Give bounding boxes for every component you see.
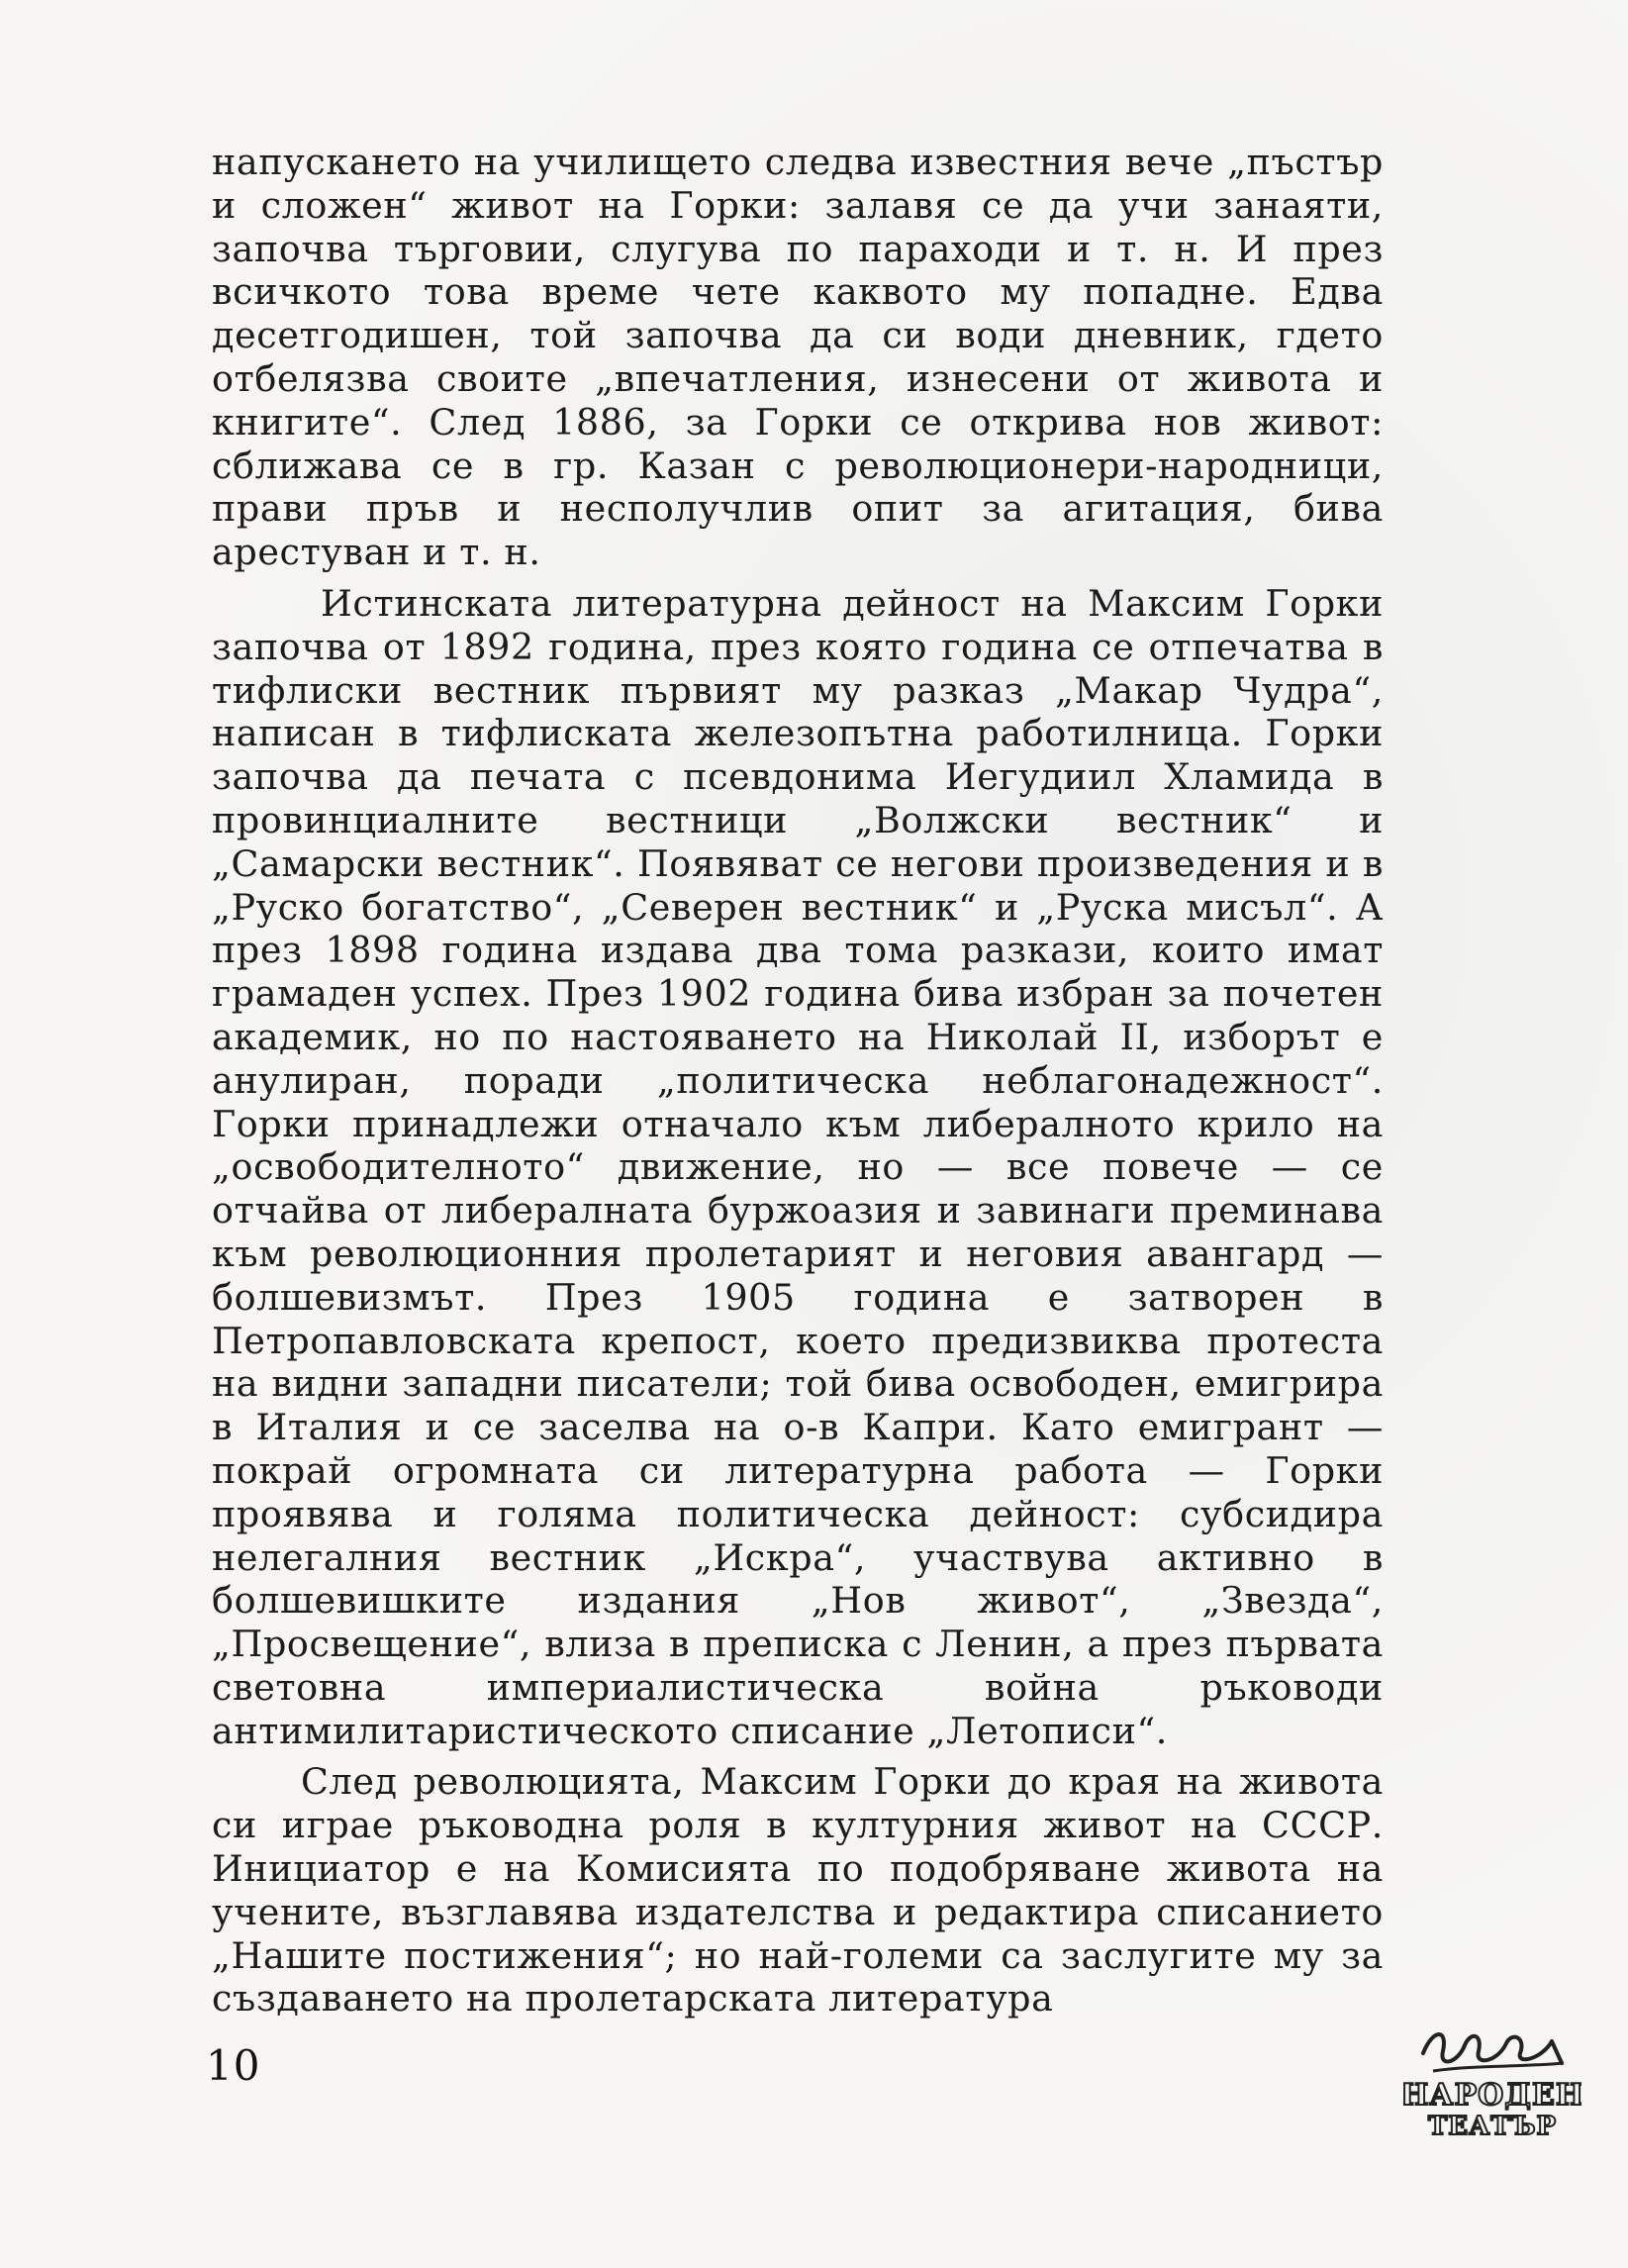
paragraph-2: Истинската литературна дейност на Максим Горки започва от 1892 година, през която година се отпечатва в тифлиски вестник първият му разказ „Макар Чудра“, написан в тифлиската железопътна работилница. Горки започва да печата с псевдонима Иегудиил Хламида в провинциалните вестници „Волжски вестник“ и „Самарски вестник“. Появяват се негови произведения и в „Руско богатство“, „Северен вестник“ и „Руска мисъл“. А през 1898 година издава два тома разкази, които имат грамаден успех. През 1902 година бива избран за почетен академик, но по настояването на Николай II, изборът е анулиран, поради „политическа неблагонадежност“. Горки принадлежи отначало към либералното крило на „освободителното“ движение, но — все повече — се отчайва от либералната буржоазия и завинаги преминава към революционния пролетарият и неговия авангард — болшевизмът. През 1905 година е затворен в Петропавловската крепост, което предизвиква протеста на видни западни писатели; той бива освободен, емигрира в Италия и се заселва на о-в Капри. Като емигрант — покрай огромната си литературна работа — Горки проявява и голяма политическа дейност: субсидира нелегалния вестник „Искра“, участвува активно в болшевишките издания „Нов живот“, „Звезда“, „Просвещение“, влиза в преписка с Ленин, а през първата световна империалистическа война ръководи антимилитаристическото списание „Летописи“. [212, 581, 1384, 1752]
paragraph-3: След революцията, Максим Горки до края на живота си играе ръководна роля в културния живот на СССР. Инициатор е на Комисията по подобряване живота на учените, възглавява издателства и редактира списанието „Нашите постижения“; но най-големи са заслугите му за създаването на пролетарската литература [212, 1760, 1384, 2021]
stamp-line1: НАРОДЕН [1403, 2078, 1581, 2113]
stamp-logo-icon [1403, 2023, 1581, 2142]
stamp-line2: ТЕАТЪР [1427, 2112, 1558, 2141]
national-theatre-stamp [1403, 2023, 1581, 2142]
page-number: 10 [206, 2041, 261, 2090]
paragraph-1: напускането на училището следва известния вече „пъстър и сложен“ живот на Горки: залавя се да учи занаяти, започва търговии, слугува по параходи и т. н. И през всичкото това време чете каквото му попадне. Едва десетгодишен, той започва да си води дневник, гдето отбелязва своите „впечатления, изнесени от живота и книгите“. След 1886, за Горки се открива нов живот: сближава се в гр. Казан с революционери-народници, прави пръв и несполучлив опит за агитация, бива арестуван и т. н. [212, 141, 1384, 574]
body-text [212, 141, 1384, 2021]
